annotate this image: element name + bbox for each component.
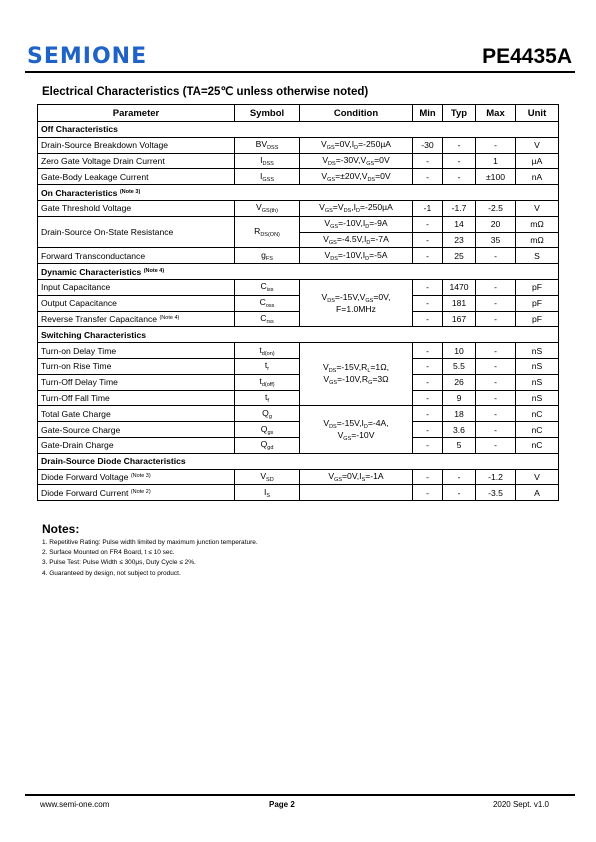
header-rule <box>25 71 575 73</box>
symbol-cell: $I_S$ <box>235 485 300 501</box>
parameter-cell: Gate-Body Leakage Current <box>38 169 235 185</box>
max-cell: -1.2 <box>476 469 516 485</box>
note-item: 3. Pulse Test: Pulse Width ≤ 300μs, Duty Cycle ≤ 2%. <box>42 559 196 567</box>
part-number: PE4435A <box>482 45 572 68</box>
symbol-cell: $C_{oss}$ <box>235 295 300 311</box>
typ-cell: 14 <box>443 216 476 232</box>
typ-cell: 26 <box>443 374 476 390</box>
typ-cell: 18 <box>443 406 476 422</box>
min-cell: - <box>413 169 443 185</box>
unit-cell: V <box>516 137 559 153</box>
unit-cell: mΩ <box>516 216 559 232</box>
min-cell: - <box>413 469 443 485</box>
max-cell: -2.5 <box>476 200 516 216</box>
min-cell: - <box>413 279 443 295</box>
min-cell: - <box>413 216 443 232</box>
max-cell: 20 <box>476 216 516 232</box>
condition-cell: $V_{DS}=-15V,R_L=1\Omega$, $V_{GS}=-10V,R_G=3\Omega$ <box>300 343 413 406</box>
condition-cell: $V_{GS}=-4.5V,I_D=-7A$ <box>300 232 413 248</box>
max-cell: - <box>476 437 516 453</box>
min-cell: - <box>413 485 443 501</box>
symbol-cell: $V_{SD}$ <box>235 469 300 485</box>
unit-cell: V <box>516 469 559 485</box>
section-title: Electrical Characteristics (TA=25℃ unless otherwise noted) <box>42 86 369 98</box>
unit-cell: V <box>516 200 559 216</box>
max-cell: - <box>476 248 516 264</box>
min-cell: - <box>413 248 443 264</box>
table-row <box>38 469 559 485</box>
typ-cell: 181 <box>443 295 476 311</box>
symbol-cell: $C_{iss}$ <box>235 279 300 295</box>
unit-cell: nS <box>516 358 559 374</box>
min-cell: - <box>413 437 443 453</box>
parameter-cell: Turn-on Delay Time <box>38 343 235 359</box>
min-cell: -30 <box>413 137 443 153</box>
table-row <box>38 406 559 422</box>
note-ref: (Note 4) <box>143 267 165 274</box>
max-cell: - <box>476 358 516 374</box>
note-ref: (Note 2) <box>130 488 151 495</box>
table-row <box>38 358 559 374</box>
min-cell: - <box>413 422 443 438</box>
parameter-cell: Drain-Source On-State Resistance <box>38 216 235 248</box>
unit-cell: S <box>516 248 559 264</box>
max-cell: - <box>476 279 516 295</box>
min-cell: - <box>413 406 443 422</box>
symbol-cell: $t_{d(on)}$ <box>235 343 300 359</box>
section-row <box>38 264 559 280</box>
section-label: Off Characteristics <box>38 122 559 138</box>
condition-cell: $V_{DS}=-15V,V_{GS}=0V$, F=1.0MHz <box>300 279 413 326</box>
typ-cell: 3.6 <box>443 422 476 438</box>
condition-cell: $V_{DS}=-10V,I_D=-5A$ <box>300 248 413 264</box>
unit-cell: µA <box>516 153 559 169</box>
typ-cell: 23 <box>443 232 476 248</box>
unit-cell: nC <box>516 422 559 438</box>
col-header: Symbol <box>235 105 300 122</box>
table-row <box>38 422 559 438</box>
col-header: Min <box>413 105 443 122</box>
typ-cell: - <box>443 169 476 185</box>
condition-cell: $V_{GS}=-10V,I_D=-9A$ <box>300 216 413 232</box>
max-cell: 1 <box>476 153 516 169</box>
parameter-cell: Turn-Off Fall Time <box>38 390 235 406</box>
unit-cell: pF <box>516 311 559 327</box>
min-cell: - <box>413 295 443 311</box>
parameter-cell: Gate-Source Charge <box>38 422 235 438</box>
footer-website: www.semi-one.com <box>40 800 110 809</box>
table-row <box>38 485 559 501</box>
table-row <box>38 200 559 216</box>
typ-cell: 9 <box>443 390 476 406</box>
note-ref: (Note 3) <box>119 188 141 195</box>
symbol-cell: $t_f$ <box>235 390 300 406</box>
parameter-cell: Drain-Source Breakdown Voltage <box>38 137 235 153</box>
table-row <box>38 248 559 264</box>
table-row <box>38 216 559 232</box>
parameter-cell: Diode Forward Voltage $^{(Note 3)}$ <box>38 469 235 485</box>
typ-cell: 5 <box>443 437 476 453</box>
max-cell: - <box>476 311 516 327</box>
typ-cell: -1.7 <box>443 200 476 216</box>
typ-cell: 25 <box>443 248 476 264</box>
condition-cell: $V_{GS}=0V,I_D=-250\mu A$ <box>300 137 413 153</box>
section-row <box>38 327 559 343</box>
max-cell: - <box>476 374 516 390</box>
symbol-cell: $I_{DSS}$ <box>235 153 300 169</box>
parameter-cell: Zero Gate Voltage Drain Current <box>38 153 235 169</box>
typ-cell: 5.5 <box>443 358 476 374</box>
note-item: 4. Guaranteed by design, not subject to product. <box>42 569 181 577</box>
symbol-cell: $Q_{gd}$ <box>235 437 300 453</box>
max-cell: -3.5 <box>476 485 516 501</box>
symbol-cell: $t_{d(off)}$ <box>235 374 300 390</box>
min-cell: - <box>413 311 443 327</box>
symbol-cell: $V_{GS(th)}$ <box>235 200 300 216</box>
note-ref: (Note 3) <box>130 472 151 479</box>
parameter-cell: Reverse Transfer Capacitance $^{(Note 4)}$ <box>38 311 235 327</box>
table-row <box>38 153 559 169</box>
table-row <box>38 390 559 406</box>
min-cell: - <box>413 374 443 390</box>
unit-cell: pF <box>516 279 559 295</box>
typ-cell: 1470 <box>443 279 476 295</box>
col-header: Condition <box>300 105 413 122</box>
max-cell: - <box>476 422 516 438</box>
section-row <box>38 185 559 201</box>
max-cell: ±100 <box>476 169 516 185</box>
typ-cell: - <box>443 485 476 501</box>
max-cell: 35 <box>476 232 516 248</box>
section-label: On Characteristics <box>41 187 118 198</box>
note-item: 2. Surface Mounted on FR4 Board, t ≤ 10 sec. <box>42 549 175 557</box>
section-row <box>38 453 559 469</box>
electrical-characteristics-table <box>37 104 559 501</box>
min-cell: - <box>413 153 443 169</box>
notes-list <box>42 538 258 579</box>
table-row <box>38 437 559 453</box>
table-row <box>38 374 559 390</box>
table-row <box>38 279 559 295</box>
parameter-cell: Turn-Off Delay Time <box>38 374 235 390</box>
typ-cell: - <box>443 153 476 169</box>
note-item: 1. Repetitive Rating: Pulse width limited by maximum junction temperature. <box>42 539 258 546</box>
table-row <box>38 343 559 359</box>
footer-page: Page 2 <box>269 800 295 809</box>
condition-cell: $V_{GS}=0V,I_S=-1A$ <box>300 469 413 485</box>
parameter-cell: Turn-on Rise Time <box>38 358 235 374</box>
unit-cell: nS <box>516 390 559 406</box>
max-cell: - <box>476 295 516 311</box>
condition-cell: $V_{GS}=\pm 20V,V_{DS}=0V$ <box>300 169 413 185</box>
min-cell: - <box>413 358 443 374</box>
company-logo: SEMIONE <box>27 44 148 69</box>
unit-cell: pF <box>516 295 559 311</box>
footer-version: 2020 Sept. v1.0 <box>492 800 549 809</box>
min-cell: -1 <box>413 200 443 216</box>
unit-cell: mΩ <box>516 232 559 248</box>
typ-cell: - <box>443 469 476 485</box>
section-row <box>38 122 559 138</box>
typ-cell: - <box>443 137 476 153</box>
condition-cell: $V_{DS}=-30V,V_{GS}=0V$ <box>300 153 413 169</box>
max-cell: - <box>476 343 516 359</box>
symbol-cell: $g_{FS}$ <box>235 248 300 264</box>
table-header-row <box>38 105 559 122</box>
unit-cell: nS <box>516 343 559 359</box>
typ-cell: 10 <box>443 343 476 359</box>
col-header: Unit <box>516 105 559 122</box>
max-cell: - <box>476 137 516 153</box>
parameter-cell: Gate-Drain Charge <box>38 437 235 453</box>
min-cell: - <box>413 343 443 359</box>
symbol-cell: $C_{rss}$ <box>235 311 300 327</box>
table-row <box>38 295 559 311</box>
unit-cell: nC <box>516 406 559 422</box>
unit-cell: nS <box>516 374 559 390</box>
table-row <box>38 169 559 185</box>
max-cell: - <box>476 390 516 406</box>
parameter-cell: Gate Threshold Voltage <box>38 200 235 216</box>
symbol-cell: $Q_g$ <box>235 406 300 422</box>
max-cell: - <box>476 406 516 422</box>
parameter-cell: Input Capacitance <box>38 279 235 295</box>
symbol-cell: $BV_{DSS}$ <box>235 137 300 153</box>
parameter-cell: Output Capacitance <box>38 295 235 311</box>
col-header: Max <box>476 105 516 122</box>
notes-heading: Notes: <box>42 522 80 536</box>
symbol-cell: $R_{DS(ON)}$ <box>235 216 300 248</box>
col-header: Typ <box>443 105 476 122</box>
condition-cell <box>300 485 413 501</box>
min-cell: - <box>413 232 443 248</box>
unit-cell: A <box>516 485 559 501</box>
col-header: Parameter <box>38 105 235 122</box>
symbol-cell: $Q_{gs}$ <box>235 422 300 438</box>
section-label: Dynamic Characteristics <box>41 266 142 277</box>
table-row <box>38 137 559 153</box>
condition-cell: $V_{DS}=-15V,I_D=-4A$, $V_{GS}=-10V$ <box>300 406 413 453</box>
unit-cell: nA <box>516 169 559 185</box>
typ-cell: 167 <box>443 311 476 327</box>
section-label: Switching Characteristics <box>38 327 559 343</box>
footer-rule <box>25 794 575 796</box>
unit-cell: nC <box>516 437 559 453</box>
section-label: Drain-Source Diode Characteristics <box>38 453 559 469</box>
symbol-cell: $I_{GSS}$ <box>235 169 300 185</box>
parameter-cell: Total Gate Charge <box>38 406 235 422</box>
parameter-cell: Forward Transconductance <box>38 248 235 264</box>
parameter-cell: Diode Forward Current $^{(Note 2)}$ <box>38 485 235 501</box>
table-row <box>38 311 559 327</box>
note-ref: (Note 4) <box>159 314 180 321</box>
condition-cell: $V_{GS}=V_{DS},I_D=-250\mu A$ <box>300 200 413 216</box>
symbol-cell: $t_r$ <box>235 358 300 374</box>
min-cell: - <box>413 390 443 406</box>
